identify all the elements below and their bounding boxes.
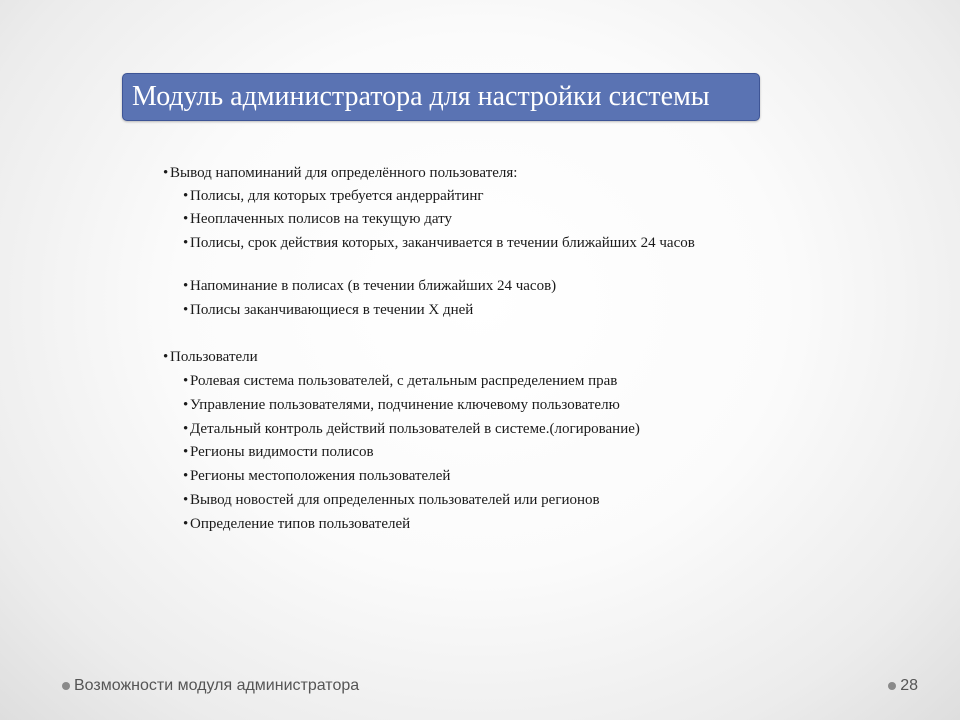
bullet-icon: • [183, 235, 189, 251]
bullet-icon: • [183, 188, 189, 204]
bullet-icon: • [183, 397, 189, 413]
slide-title-box [122, 73, 760, 121]
list-item: • Напоминание в полисах (в течении ближайших 24 часов) [190, 276, 556, 297]
bullet-icon: • [183, 302, 189, 318]
bullet-icon: • [183, 468, 189, 484]
list-item: • Полисы заканчивающиеся в течении Х дней [190, 300, 473, 321]
list-item: • Вывод новостей для определенных пользователей или регионов [190, 490, 600, 511]
bullet-icon: • [183, 211, 189, 227]
section-heading: • Вывод напоминаний для определённого пользователя: [170, 163, 517, 184]
list-item: • Детальный контроль действий пользователей в системе.(логирование) [190, 419, 640, 440]
list-item: • Ролевая система пользователей, с детальным распределением прав [190, 371, 617, 392]
list-item: • Регионы видимости полисов [190, 442, 374, 463]
footer-title: Возможности модуля администратора [62, 677, 359, 695]
page-number: 28 [888, 677, 918, 695]
list-item: • Полисы, для которых требуется андеррайтинг [190, 186, 484, 207]
footer-bullet-icon [888, 682, 896, 690]
bullet-icon: • [183, 516, 189, 532]
section-heading: • Пользователи [170, 347, 258, 368]
bullet-icon: • [163, 165, 169, 181]
slide-title: Модуль администратора для настройки системы [132, 81, 710, 112]
footer-bullet-icon [62, 682, 70, 690]
list-item: • Регионы местоположения пользователей [190, 466, 450, 487]
bullet-icon: • [183, 373, 189, 389]
bullet-icon: • [183, 278, 189, 294]
list-item: • Неоплаченных полисов на текущую дату [190, 209, 452, 230]
bullet-icon: • [183, 492, 189, 508]
bullet-icon: • [183, 444, 189, 460]
list-item: • Определение типов пользователей [190, 514, 410, 535]
bullet-icon: • [183, 421, 189, 437]
list-item: • Управление пользователями, подчинение ключевому пользователю [190, 395, 620, 416]
list-item: • Полисы, срок действия которых, заканчивается в течении ближайших 24 часов [190, 233, 740, 254]
bullet-icon: • [163, 349, 169, 365]
